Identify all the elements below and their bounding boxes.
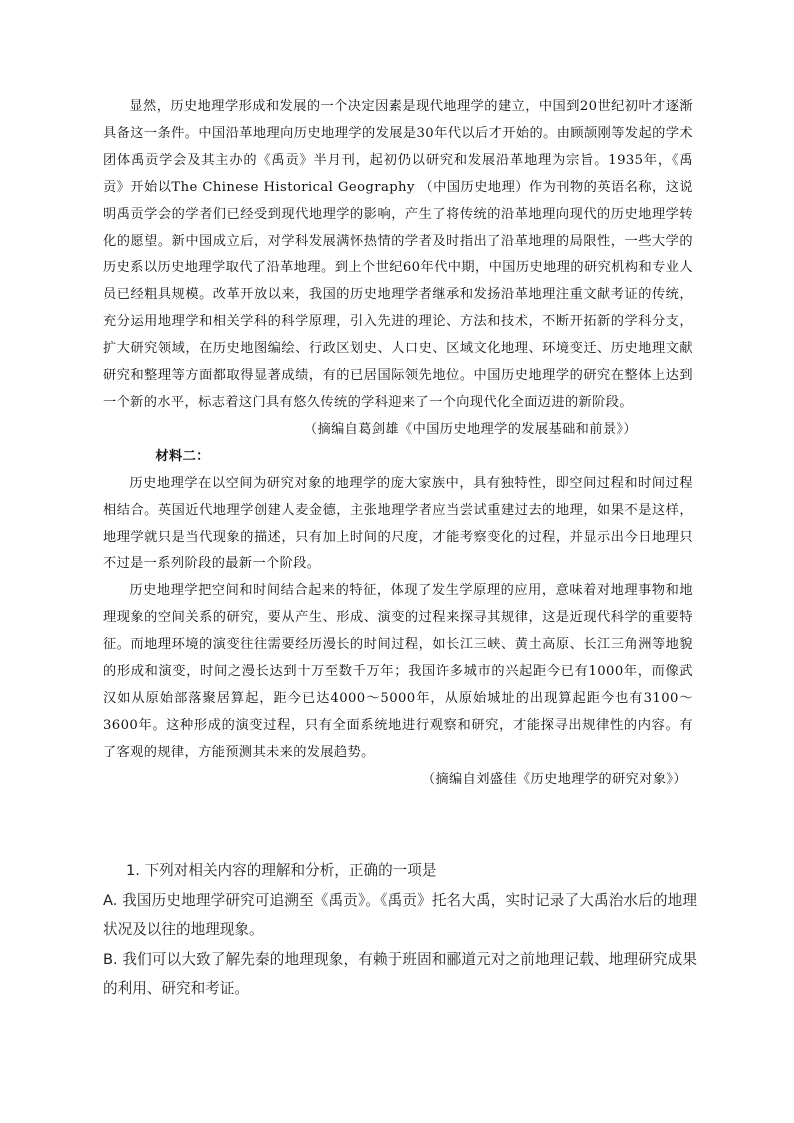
material1-paragraph: 显然，历史地理学形成和发展的一个决定因素是现代地理学的建立，中国到20世纪初叶才逐渐具备这一条件。中国沿革地理向历史地理学的发展是30年代以后才开始的。由顾颉刚等发起的学术团体禹贡学会及其主办的《禹贡》半月刊，起初仍以研究和发展沿革地理为宗旨。1935年，《禹贡》开始以The Chinese Historical Geography （中国历史地理）作为刊物的英语名称，这说明禹贡学会的学者们已经受到现代地理学的影响，产生了将传统的沿革地理向现代的历史地理学转化的愿望。新中国成立后，对学科发展满怀热情的学者及时指出了沿革地理的局限性，一些大学的历史系以历史地理学取代了沿革地理。到上个世纪60年代中期，中国历史地理的研究机构和专业人员已经粗具规模。改革开放以来，我国的历史地理学者继承和发扬沿革地理注重文献考证的传统，充分运用地理学和相关学科的科学原理，引入先进的理论、方法和技术，不断开拓新的学科分支，扩大研究领域，在历史地图编绘、行政区划史、人口史、区域文化地理、环境变迁、历史地理文献研究和整理等方面都取得显著成绩，有的已居国际领先地位。中国历史地理学的研究在整体上达到一个新的水平，标志着这门具有悠久传统的学科迎来了一个向现代化全面迈进的新阶段。: [103, 99, 693, 410]
reading-passage: [103, 94, 693, 794]
option-a: A. 我国历史地理学研究可追溯至《禹贡》。《禹贡》托名大禹，实时记录了大禹治水后的地理状况及以往的地理现象。: [103, 891, 697, 938]
option-b: B. 我们可以大致了解先秦的地理现象，有赖于班固和郦道元对之前地理记载、地理研究成果的利用、研究和考证。: [103, 950, 697, 997]
material2-paragraph-1: 历史地理学在以空间为研究对象的地理学的庞大家族中，具有独特性，即空间过程和时间过程相结合。英国近代地理学创建人麦金德，主张地理学者应当尝试重建过去的地理，如果不是这样，地理学就只是当代现象的描述，只有加上时间的尺度，才能考察变化的过程，并显示出今日地理只不过是一系列阶段的最新一个阶段。: [103, 475, 693, 572]
material2-source: （摘编自刘盛佳《历史地理学的研究对象》）: [421, 771, 687, 787]
material2-label: 材料二：: [155, 448, 210, 464]
material1-source: （摘编自葛剑雄《中国历史地理学的发展基础和前景》）: [303, 421, 637, 437]
material2-paragraph-2: 历史地理学把空间和时间结合起来的特征，体现了发生学原理的应用，意味着对地理事物和地理现象的空间关系的研究，要从产生、形成、演变的过程来探寻其规律，这是近现代科学的重要特征。而地理环境的演变往往需要经历漫长的时间过程，如长江三峡、黄土高原、长江三角洲等地貌的形成和演变，时间之漫长达到十万至数千万年；我国许多城市的兴起距今已有1000年，而像武汉如从原始部落聚居算起，距今已达4000～5000年，从原始城址的出现算起距今也有3100～3600年。这种形成的演变过程，只有全面系统地进行观察和研究，才能探寻出规律性的内容。有了客观的规律，方能预测其未来的发展趋势。: [103, 583, 693, 760]
question-stem: 1. 下列对相关内容的理解和分析，正确的一项是: [126, 862, 437, 879]
question-1: [103, 856, 697, 1004]
